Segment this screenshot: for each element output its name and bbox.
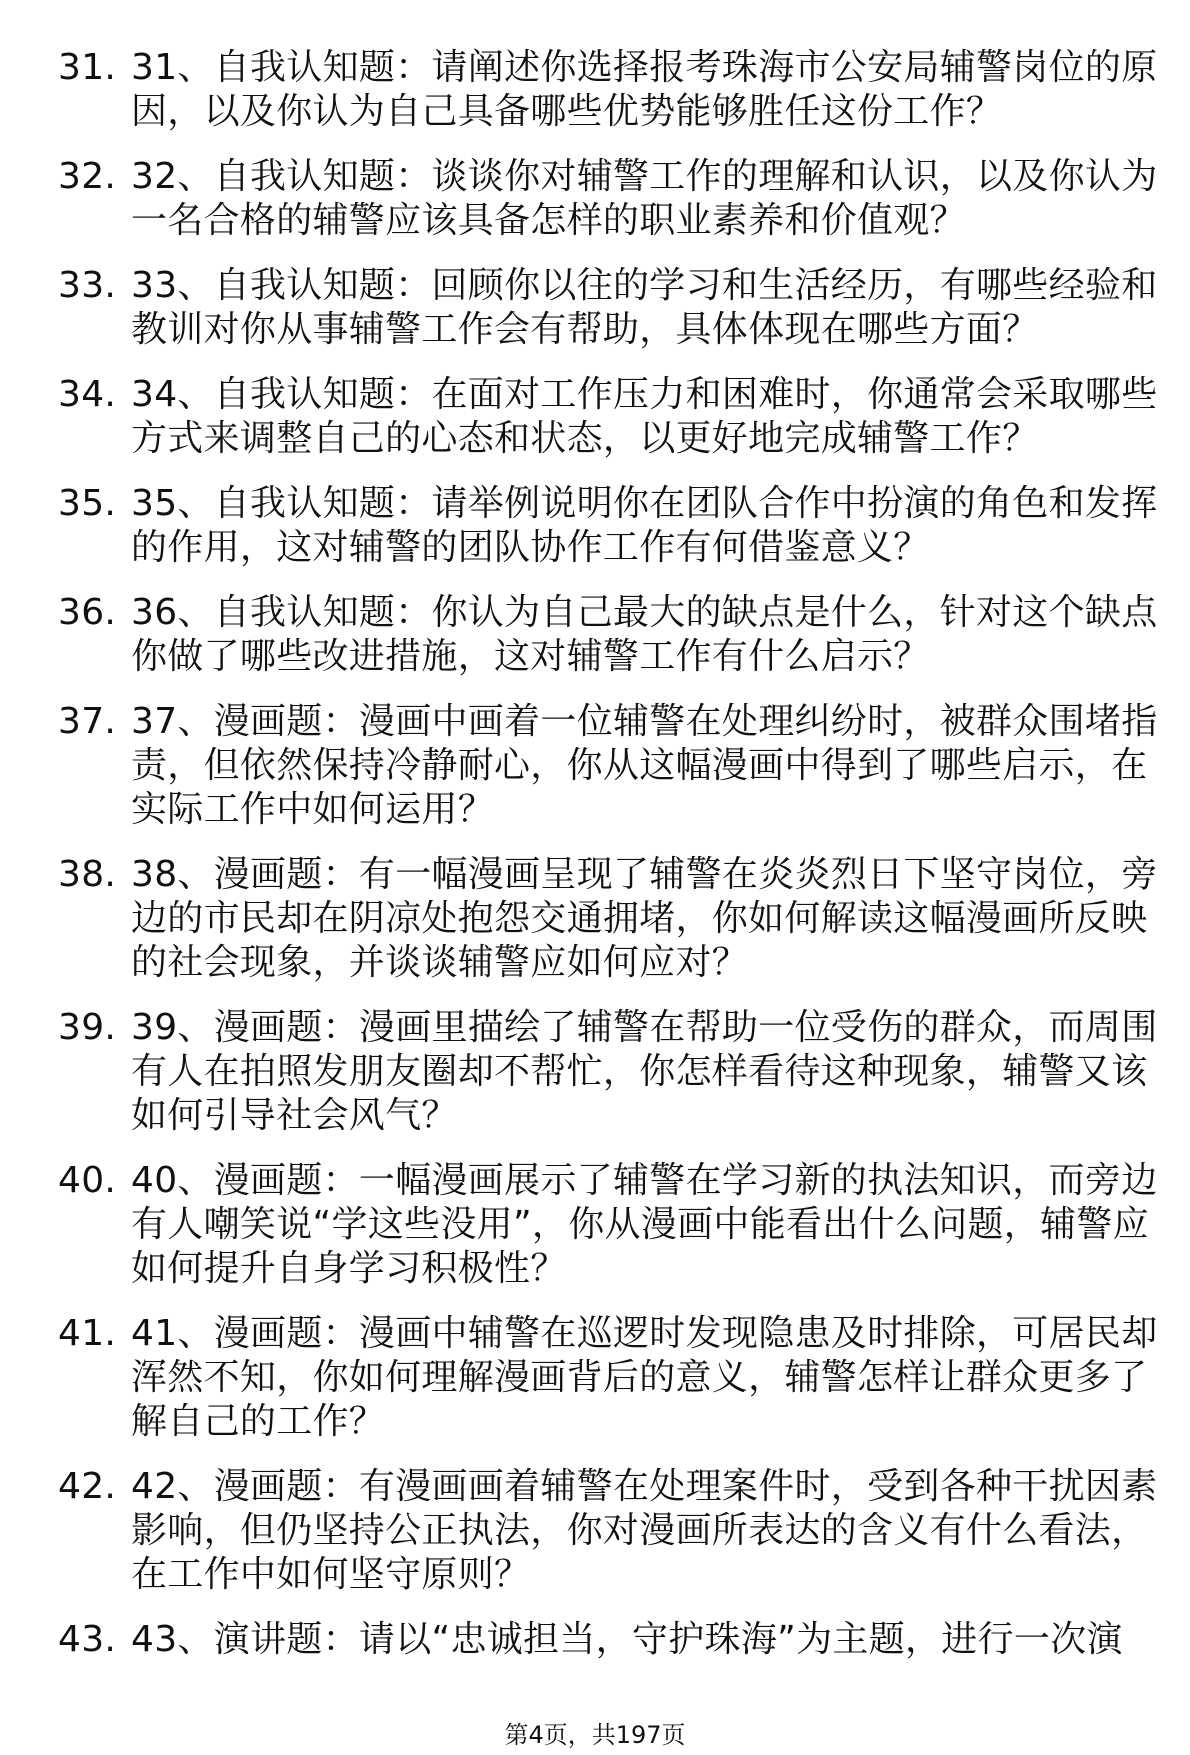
question-number: 38. [58, 854, 117, 895]
question-item [0, 700, 1161, 832]
question-text: 33、自我认知题：回顾你以往的学习和生活经历，有哪些经验和教训对你从事辅警工作会有帮助，具体体现在哪些方面？ [131, 265, 1158, 350]
question-number: 31. [58, 47, 117, 88]
question-item [0, 1465, 1161, 1597]
question-number: 37. [58, 701, 117, 742]
question-text: 34、自我认知题：在面对工作压力和困难时，你通常会采取哪些方式来调整自己的心态和状态，以更好地完成辅警工作？ [131, 374, 1158, 459]
question-number: 40. [58, 1160, 117, 1201]
question-number: 42. [58, 1466, 117, 1507]
question-text: 37、漫画题：漫画中画着一位辅警在处理纠纷时，被群众围堵指责，但依然保持冷静耐心，你从这幅漫画中得到了哪些启示，在实际工作中如何运用？ [131, 701, 1158, 830]
question-item [0, 46, 1161, 134]
question-number: 36. [58, 592, 117, 633]
question-item [0, 1006, 1161, 1138]
question-number: 39. [58, 1007, 117, 1048]
question-text: 43、演讲题：请以“忠诚担当，守护珠海”为主题，进行一次演 [131, 1619, 1123, 1660]
question-text: 36、自我认知题：你认为自己最大的缺点是什么，针对这个缺点你做了哪些改进措施，这对辅警工作有什么启示？ [131, 592, 1158, 677]
question-item [0, 1312, 1161, 1444]
question-text: 39、漫画题：漫画里描绘了辅警在帮助一位受伤的群众，而周围有人在拍照发朋友圈却不帮忙，你怎样看待这种现象，辅警又该如何引导社会风气？ [131, 1007, 1158, 1136]
question-text: 35、自我认知题：请举例说明你在团队合作中扮演的角色和发挥的作用，这对辅警的团队协作工作有何借鉴意义？ [131, 483, 1158, 568]
question-item [0, 853, 1161, 985]
question-number: 33. [58, 265, 117, 306]
question-item [0, 155, 1161, 243]
question-text: 42、漫画题：有漫画画着辅警在处理案件时，受到各种干扰因素影响，但仍坚持公正执法，你对漫画所表达的含义有什么看法，在工作中如何坚守原则？ [131, 1466, 1158, 1595]
question-list [0, 46, 1190, 1683]
question-number: 34. [58, 374, 117, 415]
question-number: 43. [58, 1619, 117, 1660]
question-item [0, 1159, 1161, 1291]
question-text: 38、漫画题：有一幅漫画呈现了辅警在炎炎烈日下坚守岗位，旁边的市民却在阴凉处抱怨交通拥堵，你如何解读这幅漫画所反映的社会现象，并谈谈辅警应如何应对？ [131, 854, 1158, 983]
question-text: 40、漫画题：一幅漫画展示了辅警在学习新的执法知识，而旁边有人嘲笑说“学这些没用”，你从漫画中能看出什么问题，辅警应如何提升自身学习积极性？ [131, 1160, 1158, 1289]
question-text: 31、自我认知题：请阐述你选择报考珠海市公安局辅警岗位的原因，以及你认为自己具备哪些优势能够胜任这份工作？ [131, 47, 1158, 132]
question-number: 41. [58, 1313, 117, 1354]
question-text: 32、自我认知题：谈谈你对辅警工作的理解和认识，以及你认为一名合格的辅警应该具备怎样的职业素养和价值观？ [131, 156, 1158, 241]
question-number: 32. [58, 156, 117, 197]
question-item [0, 373, 1161, 461]
question-item [0, 591, 1161, 679]
question-item [0, 264, 1161, 352]
page-footer: 第4页，共197页 [504, 1721, 686, 1749]
question-text: 41、漫画题：漫画中辅警在巡逻时发现隐患及时排除，可居民却浑然不知，你如何理解漫画背后的意义，辅警怎样让群众更多了解自己的工作？ [131, 1313, 1158, 1442]
question-item [0, 482, 1161, 570]
question-number: 35. [58, 483, 117, 524]
question-item [0, 1618, 1161, 1662]
